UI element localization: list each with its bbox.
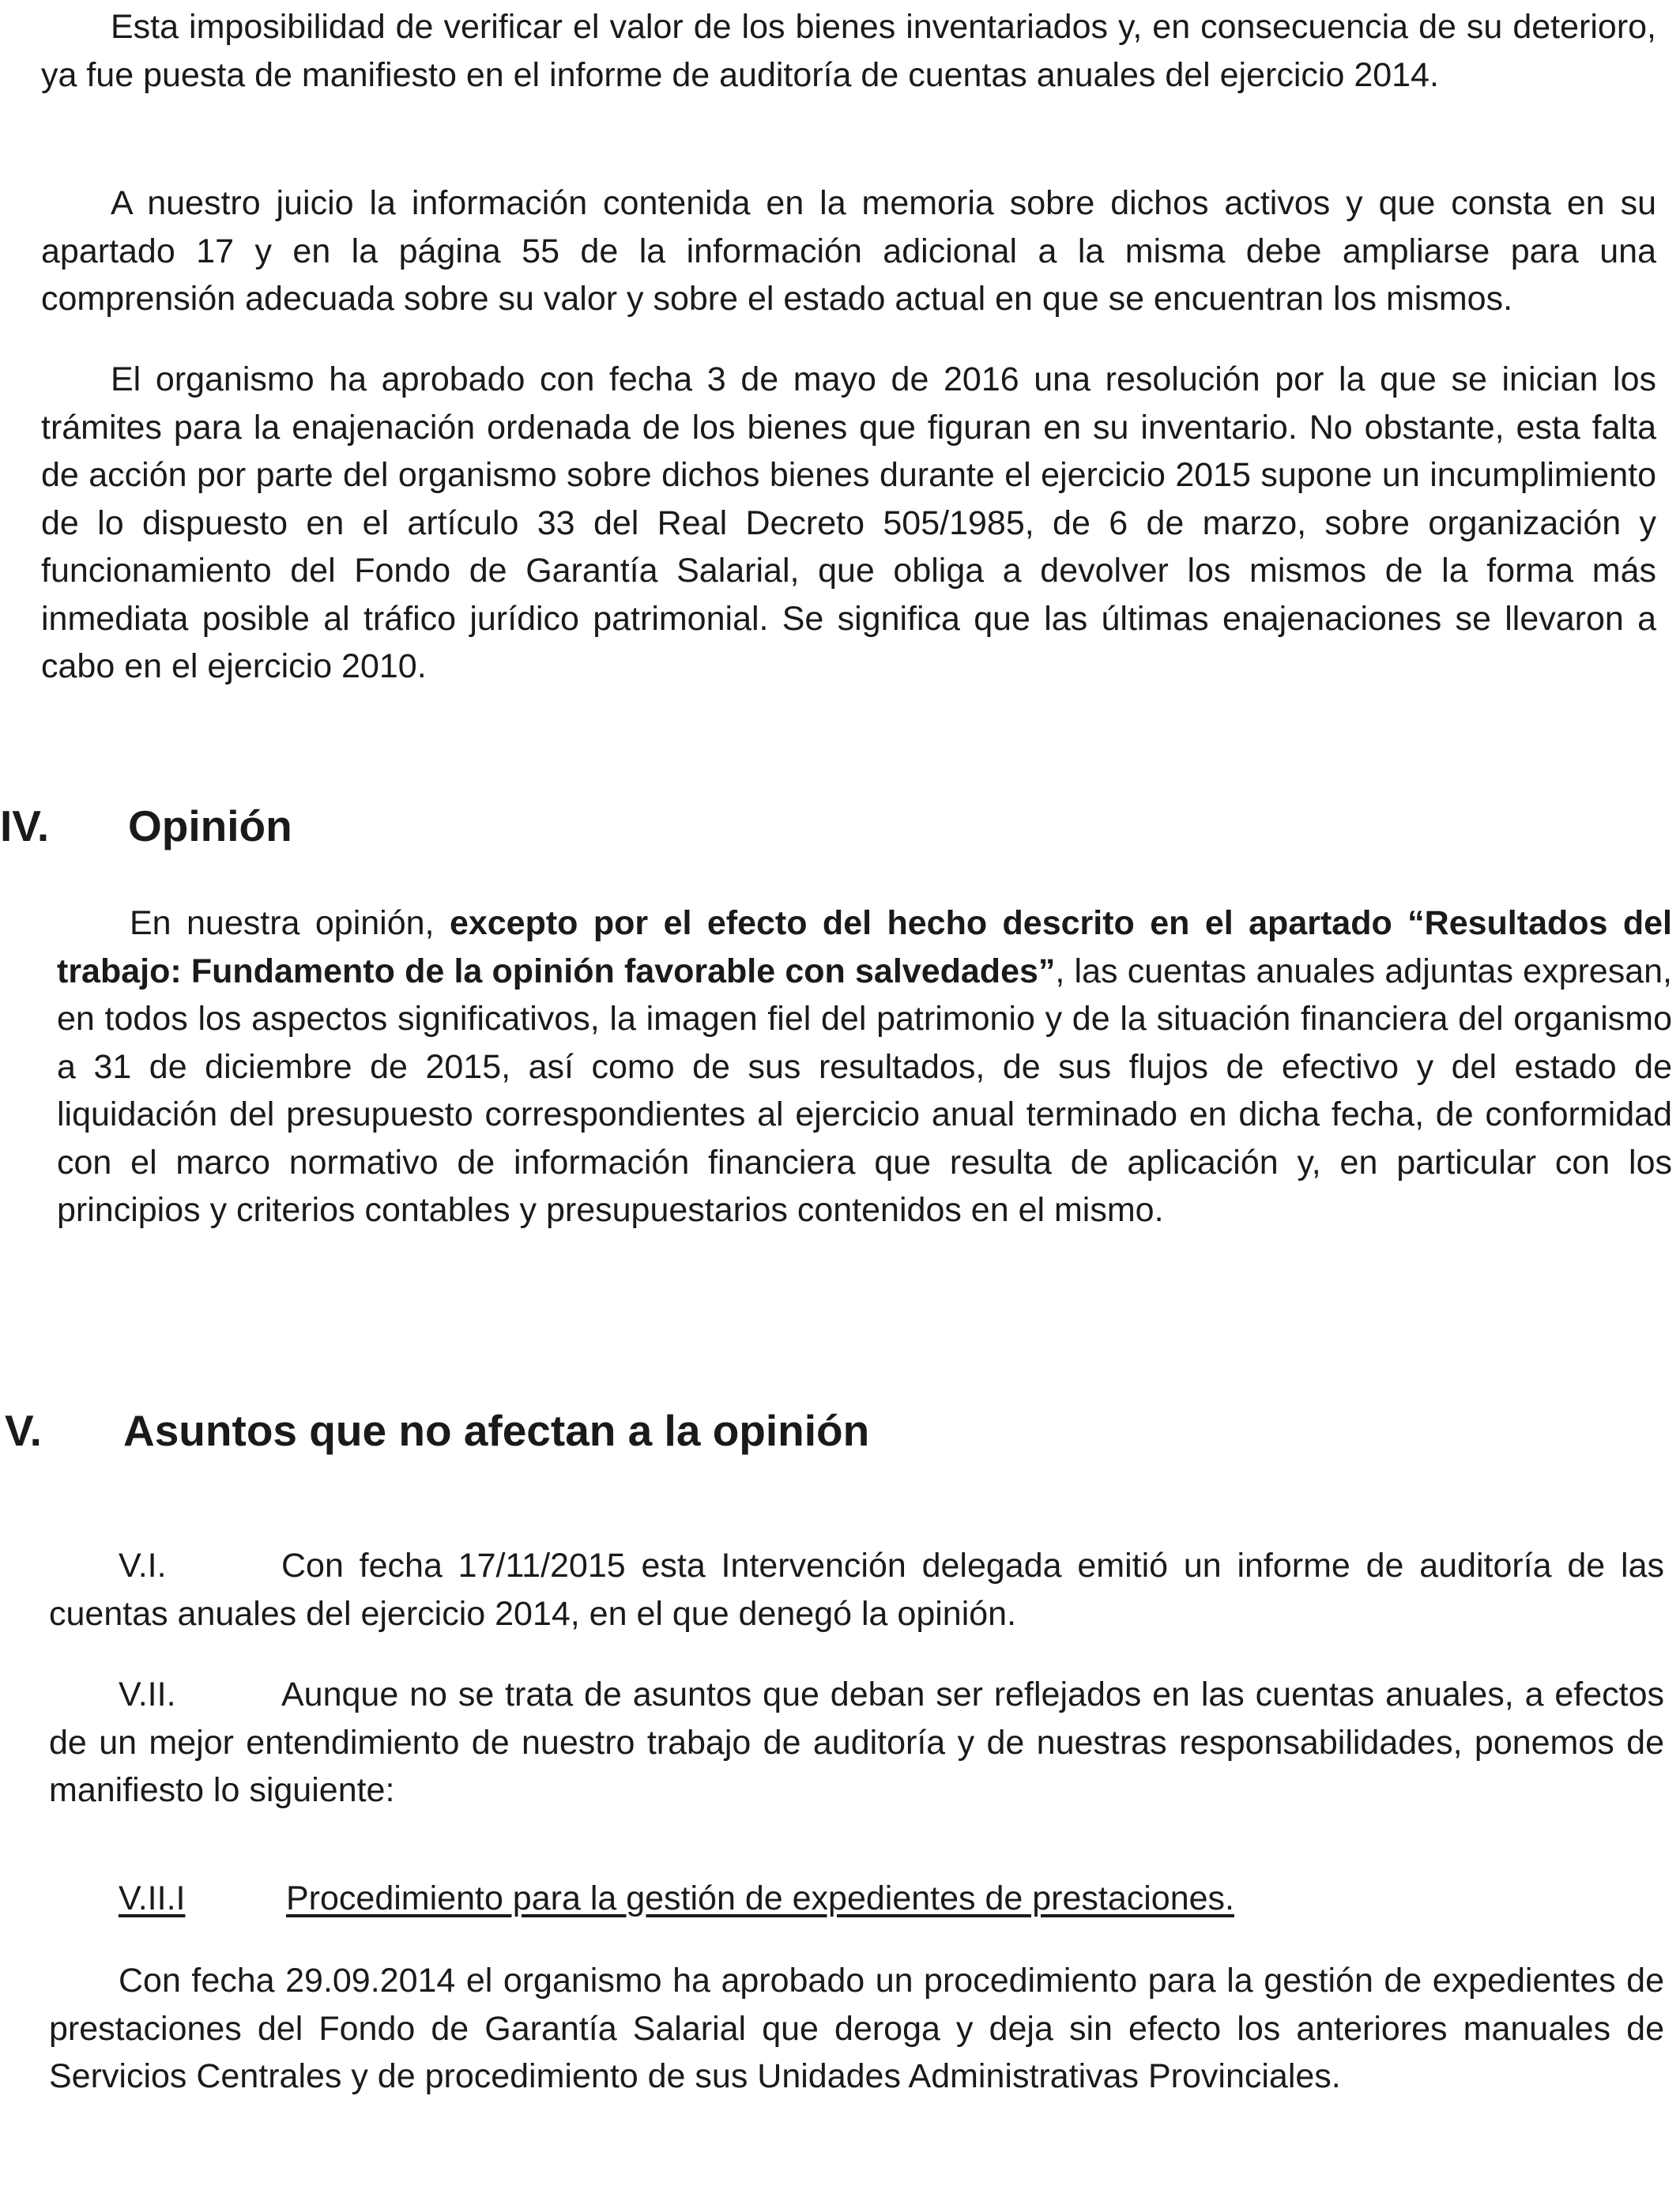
section-iv-number: IV. — [0, 801, 50, 850]
subsection-v-ii-i-heading — [119, 1875, 1620, 1923]
section-v-heading — [5, 1403, 870, 1458]
opinion-intro: En nuestra opinión, — [130, 904, 450, 942]
paragraph-opinion — [57, 899, 1672, 1235]
paragraph-v-ii — [49, 1671, 1664, 1815]
v-ii-text: Aunque no se trata de asuntos que deban ser reflejados en las cuentas anuales, a efectos de un mejor entendimiento de nuestro trabajo de auditoría y de nuestras responsabilidades, ponemos de manifiesto lo siguiente: — [49, 1676, 1664, 1809]
v-ii-i-title: Procedimiento para la gestión de expedientes de prestaciones. — [286, 1879, 1234, 1917]
paragraph-inventory-verification: Esta imposibilidad de verificar el valor de los bienes inventariados y, en consecuencia de su deterioro, ya fue puesta de manifiesto en el informe de auditoría de cuentas anuales del ejercicio 2014. — [41, 8, 1656, 94]
v-ii-label: V.II. — [119, 1676, 176, 1713]
section-iv-heading — [0, 798, 292, 854]
section-v-title: Asuntos que no afectan a la opinión — [123, 1406, 870, 1455]
paragraph-procedure-approval: Con fecha 29.09.2014 el organismo ha aprobado un procedimiento para la gestión de expedientes de prestaciones del Fondo de Garantía Salarial que deroga y deja sin efecto los anteriores manuales de Servicios Centrales y de procedimiento de sus Unidades Administrativas Provinciales. — [49, 1962, 1664, 2095]
opinion-qualification: excepto por el efecto del hecho descrito en el apartado “Resultados del trabajo: Fundamento de la opinión favorable con salvedades” — [57, 904, 1672, 990]
opinion-rest: , las cuentas anuales adjuntas expresan, en todos los aspectos significativos, la imagen fiel del patrimonio y de la situación financiera del organismo a 31 de diciembre de 2015, así como de sus resultados, de sus flujos de efectivo y del estado de liquidación del presupuesto correspondientes al ejercicio anual terminado en dicha fecha, de conformidad con el marco normativo de información financiera que resulta de aplicación y, en particular con los principios y criterios contables y presupuestarios contenidos en el mismo. — [57, 952, 1672, 1229]
paragraph-memory-information: A nuestro juicio la información contenida en la memoria sobre dichos activos y que consta en su apartado 17 y en la página 55 de la información adicional a la misma debe ampliarse para una comprensión adecuada sobre su valor y sobre el estado actual en que se encuentran los mismos. — [41, 184, 1656, 318]
paragraph-v-i — [49, 1542, 1664, 1638]
section-v-number: V. — [5, 1406, 42, 1455]
v-i-label: V.I. — [119, 1547, 167, 1585]
v-ii-i-label: V.II.I — [119, 1879, 186, 1917]
v-i-text: Con fecha 17/11/2015 esta Intervención delegada emitió un informe de auditoría de las cuentas anuales del ejercicio 2014, en el que denegó la opinión. — [49, 1547, 1664, 1633]
paragraph-organism-resolution: El organismo ha aprobado con fecha 3 de mayo de 2016 una resolución por la que se inician los trámites para la enajenación ordenada de los bienes que figuran en su inventario. No obstante, esta falta de acción por parte del organismo sobre dichos bienes durante el ejercicio 2015 supone un incumplimiento de lo dispuesto en el artículo 33 del Real Decreto 505/1985, de 6 de marzo, sobre organización y funcionamiento del Fondo de Garantía Salarial, que obliga a devolver los mismos de la forma más inmediata posible al tráfico jurídico patrimonial. Se significa que las últimas enajenaciones se llevaron a cabo en el ejercicio 2010. — [41, 360, 1656, 685]
section-iv-title: Opinión — [128, 801, 292, 850]
